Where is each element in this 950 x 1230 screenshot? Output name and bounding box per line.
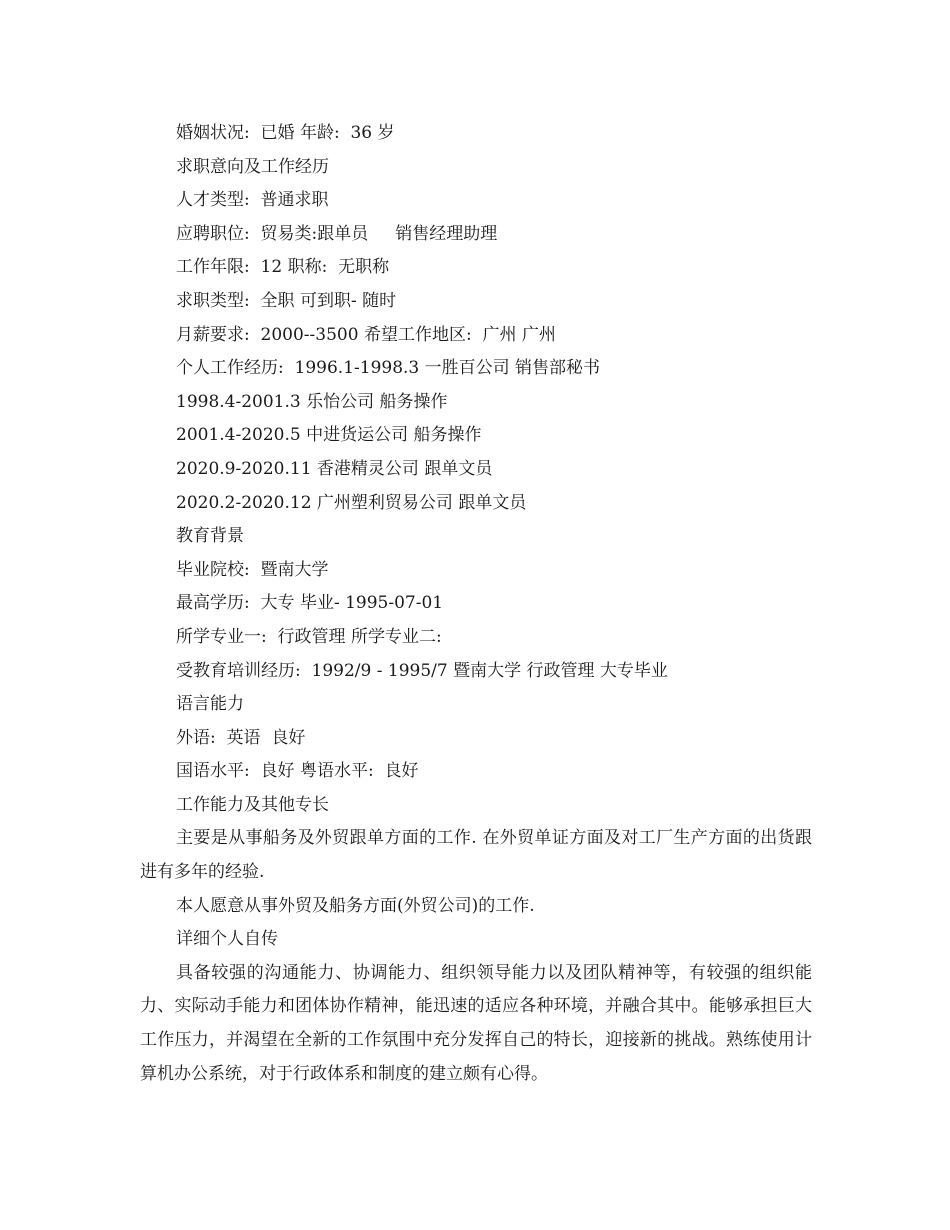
- training-line: 受教育培训经历: 1992/9 - 1995/7 暨南大学 行政管理 大专毕业: [176, 660, 668, 681]
- bio-paragraph: 具备较强的沟通能力、协调能力、组织领导能力以及团队精神等，有较强的组织能力、实际动手能力和团体协作精神，能迅速的适应各种环境，并融合其中。能够承担巨大工作压力，并渴望在全新的工作氛围中充分发挥自己的特长，迎接新的挑战。熟练使用计算机办公系统，对于行政体系和制度的建立颇有心得。: [140, 962, 812, 1084]
- degree-line: 最高学历: 大专 毕业- 1995-07-01: [176, 593, 444, 614]
- section-heading-job-intent: 求职意向及工作经历: [176, 156, 329, 177]
- applied-position-line: 应聘职位: 贸易类:跟单员 销售经理助理: [176, 223, 498, 244]
- career-wish-line: 本人愿意从事外贸及船务方面(外贸公司)的工作.: [176, 895, 535, 916]
- work-years-title-line: 工作年限: 12 职称: 无职称: [176, 257, 390, 278]
- section-heading-education: 教育背景: [176, 526, 244, 547]
- work-history-line: 2020.2-2020.12 广州塑利贸易公司 跟单文员: [176, 492, 527, 513]
- resume-document: [140, 117, 812, 1091]
- work-history-line: 2020.9-2020.11 香港精灵公司 跟单文员: [176, 458, 493, 479]
- section-heading-language: 语言能力: [176, 694, 244, 715]
- job-type-line: 求职类型: 全职 可到职- 随时: [176, 290, 397, 311]
- major-line: 所学专业一: 行政管理 所学专业二:: [176, 626, 442, 647]
- work-history-line: 个人工作经历: 1996.1-1998.3 一胜百公司 销售部秘书: [176, 358, 601, 379]
- salary-location-line: 月薪要求: 2000--3500 希望工作地区: 广州 广州: [176, 324, 556, 345]
- skills-paragraph: 主要是从事船务及外贸跟单方面的工作. 在外贸单证方面及对工厂生产方面的出货跟进有多年的经验.: [140, 828, 812, 883]
- section-heading-bio: 详细个人自传: [176, 929, 278, 950]
- marital-age-line: 婚姻状况: 已婚 年龄: 36 岁: [176, 123, 395, 143]
- school-line: 毕业院校: 暨南大学: [176, 559, 329, 580]
- work-history-line: 2001.4-2020.5 中进货运公司 船务操作: [176, 425, 482, 446]
- work-history-line: 1998.4-2001.3 乐怡公司 船务操作: [176, 391, 448, 412]
- section-heading-skills: 工作能力及其他专长: [176, 794, 329, 815]
- dialect-level-line: 国语水平: 良好 粤语水平: 良好: [176, 761, 419, 782]
- foreign-language-line: 外语: 英语 良好: [176, 727, 306, 748]
- talent-type-line: 人才类型: 普通求职: [176, 190, 329, 211]
